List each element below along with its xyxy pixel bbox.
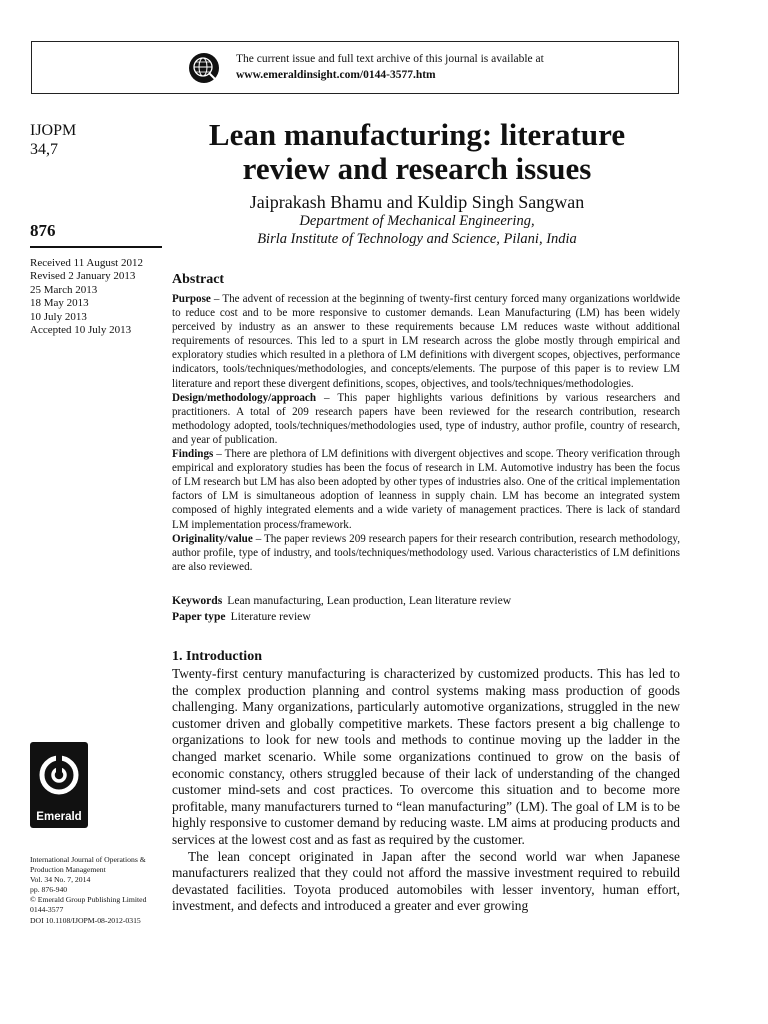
paper-type-label: Paper type bbox=[172, 610, 226, 623]
journal-citation bbox=[30, 855, 146, 926]
svg-text:Emerald: Emerald bbox=[36, 811, 82, 823]
abstract-design bbox=[172, 391, 680, 447]
affiliation bbox=[172, 212, 662, 248]
title-line-2: review and research issues bbox=[242, 151, 592, 186]
intro-paragraph-2: The lean concept originated in Japan after the second world war when Japanese manufacturers realized that they could not afford the massive investment required to rebuild devastated facilities. Toyota produced automobiles with lesser inventory, human effort, investment, and defects and introduced a greater and ever growing bbox=[172, 848, 680, 914]
purpose-label: Purpose bbox=[172, 293, 211, 305]
design-label: Design/methodology/approach bbox=[172, 391, 317, 404]
authors: Jaiprakash Bhamu and Kuldip Singh Sangwan bbox=[249, 192, 585, 212]
paper-type-line bbox=[172, 610, 311, 623]
citation-doi[interactable]: DOI 10.1108/IJOPM-08-2012-0315 bbox=[30, 915, 141, 925]
keywords-text: Lean manufacturing, Lean production, Lean literature review bbox=[227, 594, 512, 607]
affiliation-line-1: Department of Mechanical Engineering, bbox=[299, 213, 535, 229]
citation-volume: Vol. 34 No. 7, 2014 bbox=[30, 875, 91, 885]
journal-header-box bbox=[31, 41, 679, 94]
findings-label: Findings bbox=[172, 448, 214, 461]
findings-text: – There are plethora of LM definitions with divergent objectives and scope. Theory verification through empirical and exploratory studies has been the focus of research in LM. Automotive industry has been the focus of LM research but LM has also been adopted by other types of industries also. One of the critical implementation factors of LM is simultaneous adoption of leanness in supply chain. LM has become an integrated system composed of highly integrated elements and a wide variety of management practices. There is lack of standard LM implementation process/framework. bbox=[172, 448, 680, 531]
section-heading-introduction: 1. Introduction bbox=[172, 649, 262, 664]
date-revised-3: 18 May 2013 bbox=[30, 297, 89, 310]
introduction-body bbox=[172, 666, 680, 915]
keywords-line bbox=[172, 594, 511, 607]
journal-abbreviation bbox=[30, 121, 76, 159]
abstract-heading: Abstract bbox=[172, 272, 225, 287]
date-revised-4: 10 July 2013 bbox=[30, 310, 87, 323]
date-received: Received 11 August 2012 bbox=[30, 257, 143, 269]
date-accepted: Accepted 10 July 2013 bbox=[30, 324, 132, 337]
journal-abbrev-text: IJOPM bbox=[30, 122, 77, 139]
date-revised-1: Revised 2 January 2013 bbox=[30, 270, 136, 283]
affiliation-line-2: Birla Institute of Technology and Science, Pilani, India bbox=[257, 231, 577, 247]
submission-dates bbox=[30, 257, 143, 337]
date-revised-2: 25 March 2013 bbox=[30, 283, 98, 296]
emerald-globe-icon bbox=[188, 52, 220, 84]
originality-label: Originality/value bbox=[172, 532, 253, 545]
sidebar-divider bbox=[30, 246, 162, 248]
citation-copyright: © Emerald Group Publishing Limited bbox=[30, 895, 147, 905]
paper-type-text: Literature review bbox=[230, 610, 311, 623]
citation-issn: 0144-3577 bbox=[30, 905, 64, 915]
journal-url[interactable]: www.emeraldinsight.com/0144-3577.htm bbox=[236, 69, 436, 81]
citation-journal-line2: Production Management bbox=[30, 865, 106, 875]
design-text: – This paper highlights various definitions by various researchers and practitioners. A total of 209 research papers have been reviewed for the research contribution, research methodology adopted, tools/techniques/methodologies used, type of industry, author profile, country of research, and year of publication. bbox=[172, 391, 680, 446]
archive-notice: The current issue and full text archive of this journal is available at bbox=[236, 53, 544, 65]
emerald-publisher-logo bbox=[30, 742, 88, 828]
purpose-text: – The advent of recession at the beginning of twenty-first century forced many organizations worldwide to reduce cost and to be more responsive to customer demands. Lean Manufacturing (LM) has been widely perceived by industry as an answer to these requirements because LM reduces waste without additional requirements of resources. This led to a spurt in LM research across the globe mostly through empirical and exploratory studies which resulted in a plethora of LM definitions with divergent scopes, objectives, performance indicators, tools/techniques/methodologies, and concepts/elements. The purpose of this paper is to review LM literature and report these divergent definitions, scopes, objectives, and tools/techniques/methodologies. bbox=[172, 293, 680, 390]
abstract-originality bbox=[172, 532, 680, 574]
article-title bbox=[172, 118, 662, 186]
volume-issue: 34,7 bbox=[30, 141, 58, 158]
intro-paragraph-1: Twenty-first century manufacturing is characterized by customized products. This has led to the complex production planning and control systems making mass production of goods challenging. Many organizations, particularly automotive organizations, struggled in the new customer driven and globally competitive markets. These factors present a big challenge to organizations to look for new tools and methods to continue moving up the ladder in the changed market scenario. While some organizations continued to grow on the basis of economic constancy, others struggled because of their lack of understanding of the changed customer mind-sets and cost practices. To overcome this situation and to become more profitable, many manufacturers turned to “lean manufacturing” (LM). The goal of LM is to be highly responsive to customer demand by reducing waste. LM aims at producing products and services at the lowest cost and as fast as required by the customer. bbox=[172, 666, 680, 847]
page-number: 876 bbox=[30, 221, 56, 240]
citation-journal-line1: International Journal of Operations & bbox=[30, 855, 146, 864]
abstract-body bbox=[172, 292, 680, 574]
title-line-1: Lean manufacturing: literature bbox=[208, 117, 626, 152]
citation-pages: pp. 876-940 bbox=[30, 885, 68, 895]
originality-text: – The paper reviews 209 research papers for their research contribution, research methodology, author profile, type of industry, and tools/techniques/methodology used. Various characteristics of LM definitions are also reviewed. bbox=[172, 532, 680, 573]
abstract-purpose bbox=[172, 292, 680, 391]
abstract-findings bbox=[172, 447, 680, 532]
keywords-label: Keywords bbox=[172, 594, 223, 607]
